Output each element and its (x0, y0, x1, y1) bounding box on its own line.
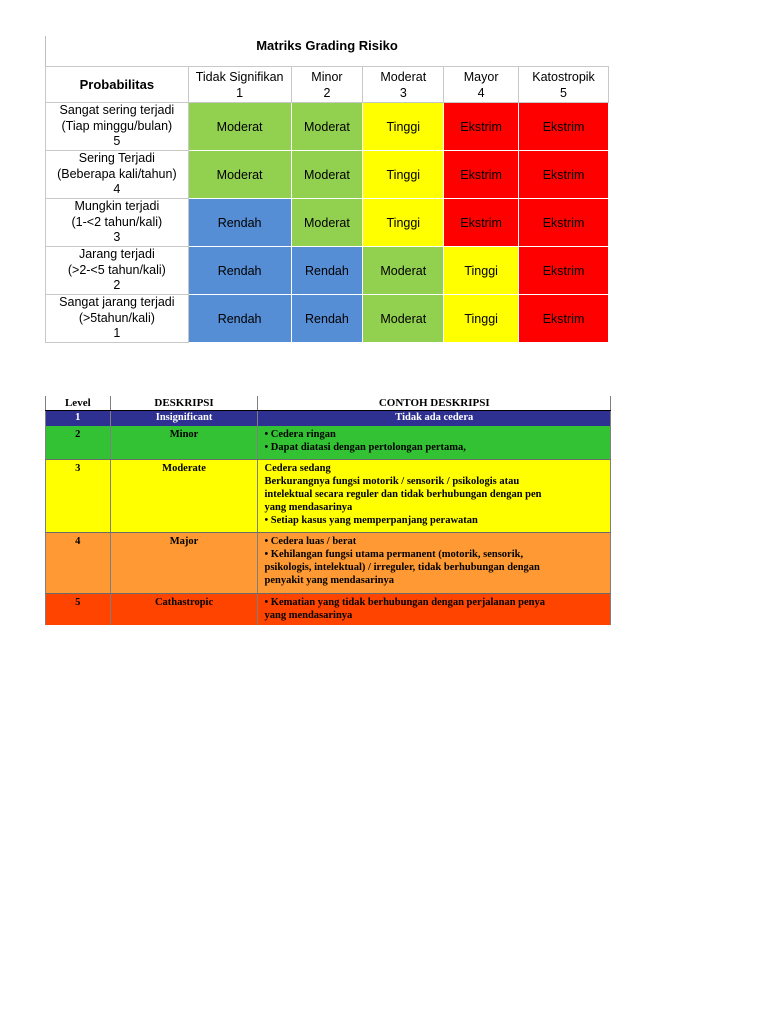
example-line: intelektual secara reguler dan tidak berhubungan dengan pen (264, 489, 542, 500)
impact-header-number: 5 (560, 85, 567, 100)
example-line: • Setiap kasus yang memperpanjang perawatan (264, 515, 478, 526)
matrix-table (45, 66, 609, 343)
example-line: • Cedera luas / berat (264, 536, 357, 547)
example-line: yang mendasarinya (264, 502, 353, 513)
probability-number: 1 (113, 326, 121, 341)
severity-name: Moderate (110, 460, 258, 533)
severity-example (258, 426, 611, 460)
risk-cell: Tinggi (444, 295, 519, 343)
probability-label (46, 295, 189, 343)
impact-header-number: 2 (323, 85, 331, 100)
severity-example (258, 460, 611, 533)
risk-cell: Ekstrim (519, 295, 609, 343)
severity-table-container (45, 396, 611, 625)
probability-number: 3 (113, 230, 121, 245)
probability-row-4 (46, 151, 609, 199)
impact-header-name: Moderat (380, 69, 427, 84)
probability-name: Jarang terjadi (78, 247, 155, 262)
probability-row-3 (46, 199, 609, 247)
impact-header-name: Mayor (463, 69, 499, 84)
severity-name: Minor (110, 426, 258, 460)
severity-row-1 (46, 411, 611, 427)
probability-label (46, 103, 189, 151)
risk-cell: Ekstrim (444, 103, 519, 151)
severity-row-4 (46, 533, 611, 594)
impact-header-number: 3 (399, 85, 407, 100)
risk-cell: Ekstrim (444, 199, 519, 247)
probability-frequency: (Tiap minggu/bulan) (61, 118, 173, 133)
risk-cell: Ekstrim (444, 151, 519, 199)
risk-cell: Rendah (291, 247, 363, 295)
probability-header: Probabilitas (46, 67, 189, 103)
risk-grading-matrix (45, 36, 609, 342)
risk-cell: Rendah (188, 247, 291, 295)
risk-cell: Moderat (291, 103, 363, 151)
risk-cell: Tinggi (363, 151, 444, 199)
risk-cell: Moderat (363, 295, 444, 343)
example-line: • Cedera ringan (264, 429, 336, 440)
probability-name: Sering Terjadi (78, 151, 155, 166)
risk-cell: Ekstrim (519, 103, 609, 151)
impact-header-number: 4 (477, 85, 485, 100)
example-line: • Kematian yang tidak berhubungan dengan perjalanan penya (264, 597, 546, 608)
example-line: penyakit yang mendasarinya (264, 575, 395, 586)
risk-cell: Rendah (188, 199, 291, 247)
example-line: Berkurangnya fungsi motorik / sensorik / psikologis atau (264, 476, 520, 487)
severity-header-row (46, 396, 611, 411)
probability-number: 4 (113, 182, 121, 197)
severity-example (258, 594, 611, 626)
severity-row-3 (46, 460, 611, 533)
probability-label (46, 151, 189, 199)
severity-level: 4 (46, 533, 111, 594)
matrix-header-row (46, 67, 609, 103)
risk-cell: Moderat (188, 151, 291, 199)
example-line: Tidak ada cedera (395, 412, 474, 423)
severity-row-5 (46, 594, 611, 626)
risk-cell: Moderat (291, 199, 363, 247)
impact-header-2 (291, 67, 363, 103)
probability-row-5 (46, 103, 609, 151)
impact-header-name: Tidak Signifikan (195, 69, 284, 84)
risk-cell: Ekstrim (519, 199, 609, 247)
probability-frequency: (1-<2 tahun/kali) (71, 214, 163, 229)
risk-cell: Tinggi (363, 199, 444, 247)
probability-row-1 (46, 295, 609, 343)
severity-table (45, 396, 611, 625)
impact-header-4 (444, 67, 519, 103)
severity-level: 2 (46, 426, 111, 460)
impact-header-5 (519, 67, 609, 103)
risk-cell: Moderat (188, 103, 291, 151)
probability-name: Sangat jarang terjadi (59, 295, 175, 310)
risk-cell: Moderat (291, 151, 363, 199)
risk-cell: Tinggi (363, 103, 444, 151)
example-line: Cedera sedang (264, 463, 331, 474)
probability-name: Sangat sering terjadi (59, 103, 175, 118)
severity-name: Insignificant (110, 411, 258, 427)
example-line: yang mendasarinya (264, 610, 353, 621)
risk-cell: Moderat (363, 247, 444, 295)
risk-cell: Rendah (291, 295, 363, 343)
severity-level: 5 (46, 594, 111, 626)
probability-name: Mungkin terjadi (74, 199, 160, 214)
probability-label (46, 247, 189, 295)
severity-example (258, 533, 611, 594)
probability-frequency: (>2-<5 tahun/kali) (67, 262, 166, 277)
example-line: psikologis, intelektual) / irreguler, tidak berhubungan dengan (264, 562, 540, 573)
probability-label (46, 199, 189, 247)
probability-number: 5 (113, 134, 121, 149)
deskripsi-header: DESKRIPSI (110, 396, 258, 411)
severity-name: Cathastropic (110, 594, 258, 626)
severity-name: Major (110, 533, 258, 594)
risk-cell: Ekstrim (519, 151, 609, 199)
impact-header-name: Minor (311, 69, 343, 84)
risk-cell: Ekstrim (519, 247, 609, 295)
impact-header-name: Katostropik (532, 69, 595, 84)
impact-header-3 (363, 67, 444, 103)
probability-frequency: (Beberapa kali/tahun) (57, 166, 177, 181)
example-line: • Kehilangan fungsi utama permanent (motorik, sensorik, (264, 549, 524, 560)
impact-header-number: 1 (236, 85, 244, 100)
risk-cell: Tinggi (444, 247, 519, 295)
example-line: • Dapat diatasi dengan pertolongan pertama, (264, 442, 466, 453)
probability-number: 2 (113, 278, 121, 293)
severity-level: 3 (46, 460, 111, 533)
risk-cell: Rendah (188, 295, 291, 343)
severity-level: 1 (46, 411, 111, 427)
severity-row-2 (46, 426, 611, 460)
matrix-title: Matriks Grading Risiko (256, 38, 398, 53)
impact-header-1 (188, 67, 291, 103)
contoh-header: CONTOH DESKRIPSI (258, 396, 611, 411)
level-header: Level (46, 396, 111, 411)
severity-example (258, 411, 611, 427)
probability-row-2 (46, 247, 609, 295)
probability-frequency: (>5tahun/kali) (78, 310, 155, 325)
